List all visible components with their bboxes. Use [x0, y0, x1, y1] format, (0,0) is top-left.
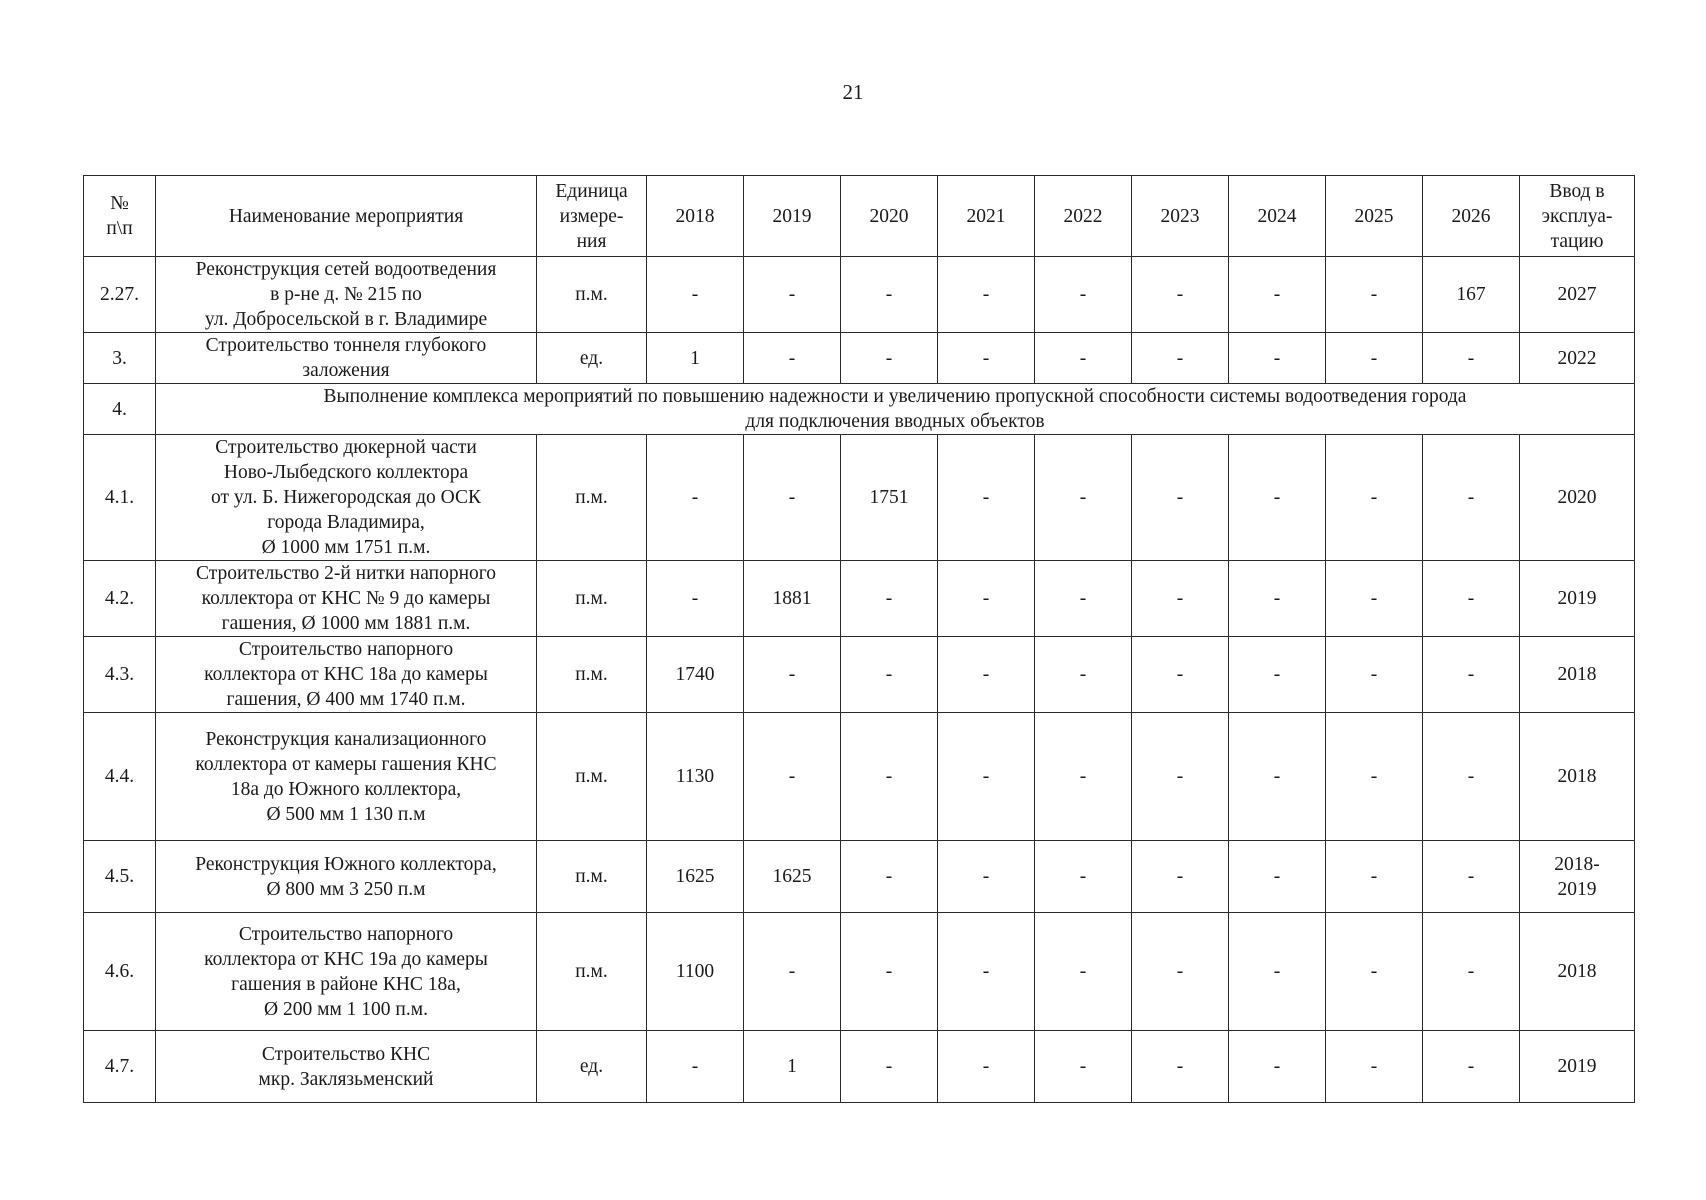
year-value: -	[1229, 913, 1326, 1031]
table-row	[84, 561, 1635, 637]
year-value: -	[1326, 561, 1423, 637]
measure-name: Реконструкция сетей водоотведения в р-не д. № 215 по ул. Добросельской в г. Владимире	[156, 257, 537, 333]
header-year: 2019	[744, 176, 841, 257]
year-value: 1130	[647, 713, 744, 841]
measure-unit: п.м.	[537, 841, 647, 913]
measure-name: Реконструкция Южного коллектора, Ø 800 мм 3 250 п.м	[156, 841, 537, 913]
row-number: 4.7.	[84, 1031, 156, 1103]
year-value: -	[1132, 1031, 1229, 1103]
year-value: 1625	[744, 841, 841, 913]
year-value: -	[1229, 713, 1326, 841]
year-value: 1881	[744, 561, 841, 637]
year-value: -	[1326, 435, 1423, 561]
year-value: -	[1423, 841, 1520, 913]
year-value: -	[1035, 333, 1132, 384]
header-name: Наименование мероприятия	[156, 176, 537, 257]
year-value: -	[1035, 257, 1132, 333]
header-commission: Ввод в эксплуа- тацию	[1520, 176, 1635, 257]
measure-unit: п.м.	[537, 637, 647, 713]
year-value: -	[841, 713, 938, 841]
year-value: -	[1423, 713, 1520, 841]
year-value: -	[744, 913, 841, 1031]
year-value: -	[1423, 333, 1520, 384]
year-value: -	[744, 435, 841, 561]
measure-unit: п.м.	[537, 435, 647, 561]
commission-year: 2019	[1520, 561, 1635, 637]
measure-name: Реконструкция канализационного коллектора от камеры гашения КНС 18а до Южного коллектора, Ø 500 мм 1 130 п.м	[156, 713, 537, 841]
year-value: -	[1035, 561, 1132, 637]
year-value: -	[938, 333, 1035, 384]
table-row	[84, 435, 1635, 561]
year-value: -	[1132, 637, 1229, 713]
year-value: 167	[1423, 257, 1520, 333]
section-row	[84, 384, 1635, 435]
year-value: -	[1229, 841, 1326, 913]
year-value: -	[841, 1031, 938, 1103]
year-value: -	[938, 913, 1035, 1031]
year-value: -	[1326, 913, 1423, 1031]
year-value: -	[841, 333, 938, 384]
year-value: -	[841, 841, 938, 913]
commission-year: 2020	[1520, 435, 1635, 561]
year-value: -	[744, 713, 841, 841]
header-number: № п\п	[84, 176, 156, 257]
year-value: 1	[647, 333, 744, 384]
year-value: 1100	[647, 913, 744, 1031]
header-year: 2020	[841, 176, 938, 257]
year-value: -	[1035, 913, 1132, 1031]
commission-year: 2018	[1520, 637, 1635, 713]
year-value: -	[841, 257, 938, 333]
year-value: -	[1423, 637, 1520, 713]
year-value: -	[1326, 1031, 1423, 1103]
row-number: 4.3.	[84, 637, 156, 713]
table-row	[84, 333, 1635, 384]
row-number: 4.	[84, 384, 156, 435]
year-value: -	[938, 713, 1035, 841]
year-value: -	[1423, 1031, 1520, 1103]
commission-year: 2027	[1520, 257, 1635, 333]
year-value: -	[1132, 333, 1229, 384]
measure-name: Строительство КНС мкр. Заклязьменский	[156, 1031, 537, 1103]
year-value: -	[1132, 841, 1229, 913]
year-value: -	[841, 913, 938, 1031]
header-unit: Единица измере- ния	[537, 176, 647, 257]
measure-name: Строительство напорного коллектора от КНС 18а до камеры гашения, Ø 400 мм 1740 п.м.	[156, 637, 537, 713]
header-year: 2024	[1229, 176, 1326, 257]
year-value: 1740	[647, 637, 744, 713]
year-value: -	[1132, 257, 1229, 333]
year-value: -	[647, 435, 744, 561]
commission-year: 2018- 2019	[1520, 841, 1635, 913]
measure-unit: ед.	[537, 333, 647, 384]
year-value: -	[647, 561, 744, 637]
year-value: -	[1132, 435, 1229, 561]
year-value: -	[1132, 713, 1229, 841]
year-value: -	[1132, 913, 1229, 1031]
measure-name: Строительство 2-й нитки напорного коллектора от КНС № 9 до камеры гашения, Ø 1000 мм 1881 п.м.	[156, 561, 537, 637]
measure-unit: ед.	[537, 1031, 647, 1103]
table-header-row	[84, 176, 1635, 257]
measure-name: Строительство тоннеля глубокого заложения	[156, 333, 537, 384]
year-value: -	[1229, 257, 1326, 333]
year-value: -	[647, 1031, 744, 1103]
year-value: 1625	[647, 841, 744, 913]
year-value: -	[647, 257, 744, 333]
year-value: -	[1326, 333, 1423, 384]
table-row	[84, 841, 1635, 913]
row-number: 4.2.	[84, 561, 156, 637]
commission-year: 2018	[1520, 713, 1635, 841]
year-value: -	[1326, 713, 1423, 841]
year-value: -	[1229, 561, 1326, 637]
table-row	[84, 913, 1635, 1031]
year-value: -	[1423, 561, 1520, 637]
header-year: 2025	[1326, 176, 1423, 257]
year-value: -	[1326, 637, 1423, 713]
table-row	[84, 1031, 1635, 1103]
row-number: 2.27.	[84, 257, 156, 333]
commission-year: 2018	[1520, 913, 1635, 1031]
measure-name: Строительство дюкерной части Ново-Лыбедского коллектора от ул. Б. Нижегородская до ОСК города Владимира, Ø 1000 мм 1751 п.м.	[156, 435, 537, 561]
year-value: -	[938, 1031, 1035, 1103]
row-number: 3.	[84, 333, 156, 384]
year-value: -	[744, 637, 841, 713]
year-value: -	[1423, 435, 1520, 561]
year-value: -	[1035, 637, 1132, 713]
table-row	[84, 637, 1635, 713]
table-row	[84, 257, 1635, 333]
header-year: 2021	[938, 176, 1035, 257]
page-number: 21	[842, 80, 864, 104]
year-value: -	[744, 257, 841, 333]
section-title: Выполнение комплекса мероприятий по повышению надежности и увеличению пропускной способности системы водоотведения города для подключения вводных объектов	[156, 384, 1635, 435]
measure-name: Строительство напорного коллектора от КНС 19а до камеры гашения в районе КНС 18а, Ø 200 мм 1 100 п.м.	[156, 913, 537, 1031]
table-body	[84, 257, 1635, 1103]
year-value: -	[841, 637, 938, 713]
year-value: 1	[744, 1031, 841, 1103]
measures-table	[83, 175, 1635, 1103]
year-value: -	[1229, 435, 1326, 561]
header-year: 2023	[1132, 176, 1229, 257]
year-value: -	[744, 333, 841, 384]
commission-year: 2022	[1520, 333, 1635, 384]
row-number: 4.5.	[84, 841, 156, 913]
row-number: 4.4.	[84, 713, 156, 841]
year-value: -	[1035, 713, 1132, 841]
year-value: -	[1229, 333, 1326, 384]
row-number: 4.1.	[84, 435, 156, 561]
header-year: 2022	[1035, 176, 1132, 257]
measure-unit: п.м.	[537, 713, 647, 841]
commission-year: 2019	[1520, 1031, 1635, 1103]
year-value: -	[841, 561, 938, 637]
table-row	[84, 713, 1635, 841]
year-value: -	[1035, 841, 1132, 913]
year-value: -	[1326, 257, 1423, 333]
header-year: 2018	[647, 176, 744, 257]
header-year: 2026	[1423, 176, 1520, 257]
year-value: -	[1035, 435, 1132, 561]
measure-unit: п.м.	[537, 257, 647, 333]
year-value: -	[938, 637, 1035, 713]
year-value: 1751	[841, 435, 938, 561]
year-value: -	[1229, 637, 1326, 713]
year-value: -	[1326, 841, 1423, 913]
year-value: -	[938, 561, 1035, 637]
row-number: 4.6.	[84, 913, 156, 1031]
year-value: -	[938, 257, 1035, 333]
year-value: -	[1132, 561, 1229, 637]
year-value: -	[1229, 1031, 1326, 1103]
year-value: -	[938, 435, 1035, 561]
measure-unit: п.м.	[537, 561, 647, 637]
year-value: -	[938, 841, 1035, 913]
year-value: -	[1423, 913, 1520, 1031]
year-value: -	[1035, 1031, 1132, 1103]
measure-unit: п.м.	[537, 913, 647, 1031]
